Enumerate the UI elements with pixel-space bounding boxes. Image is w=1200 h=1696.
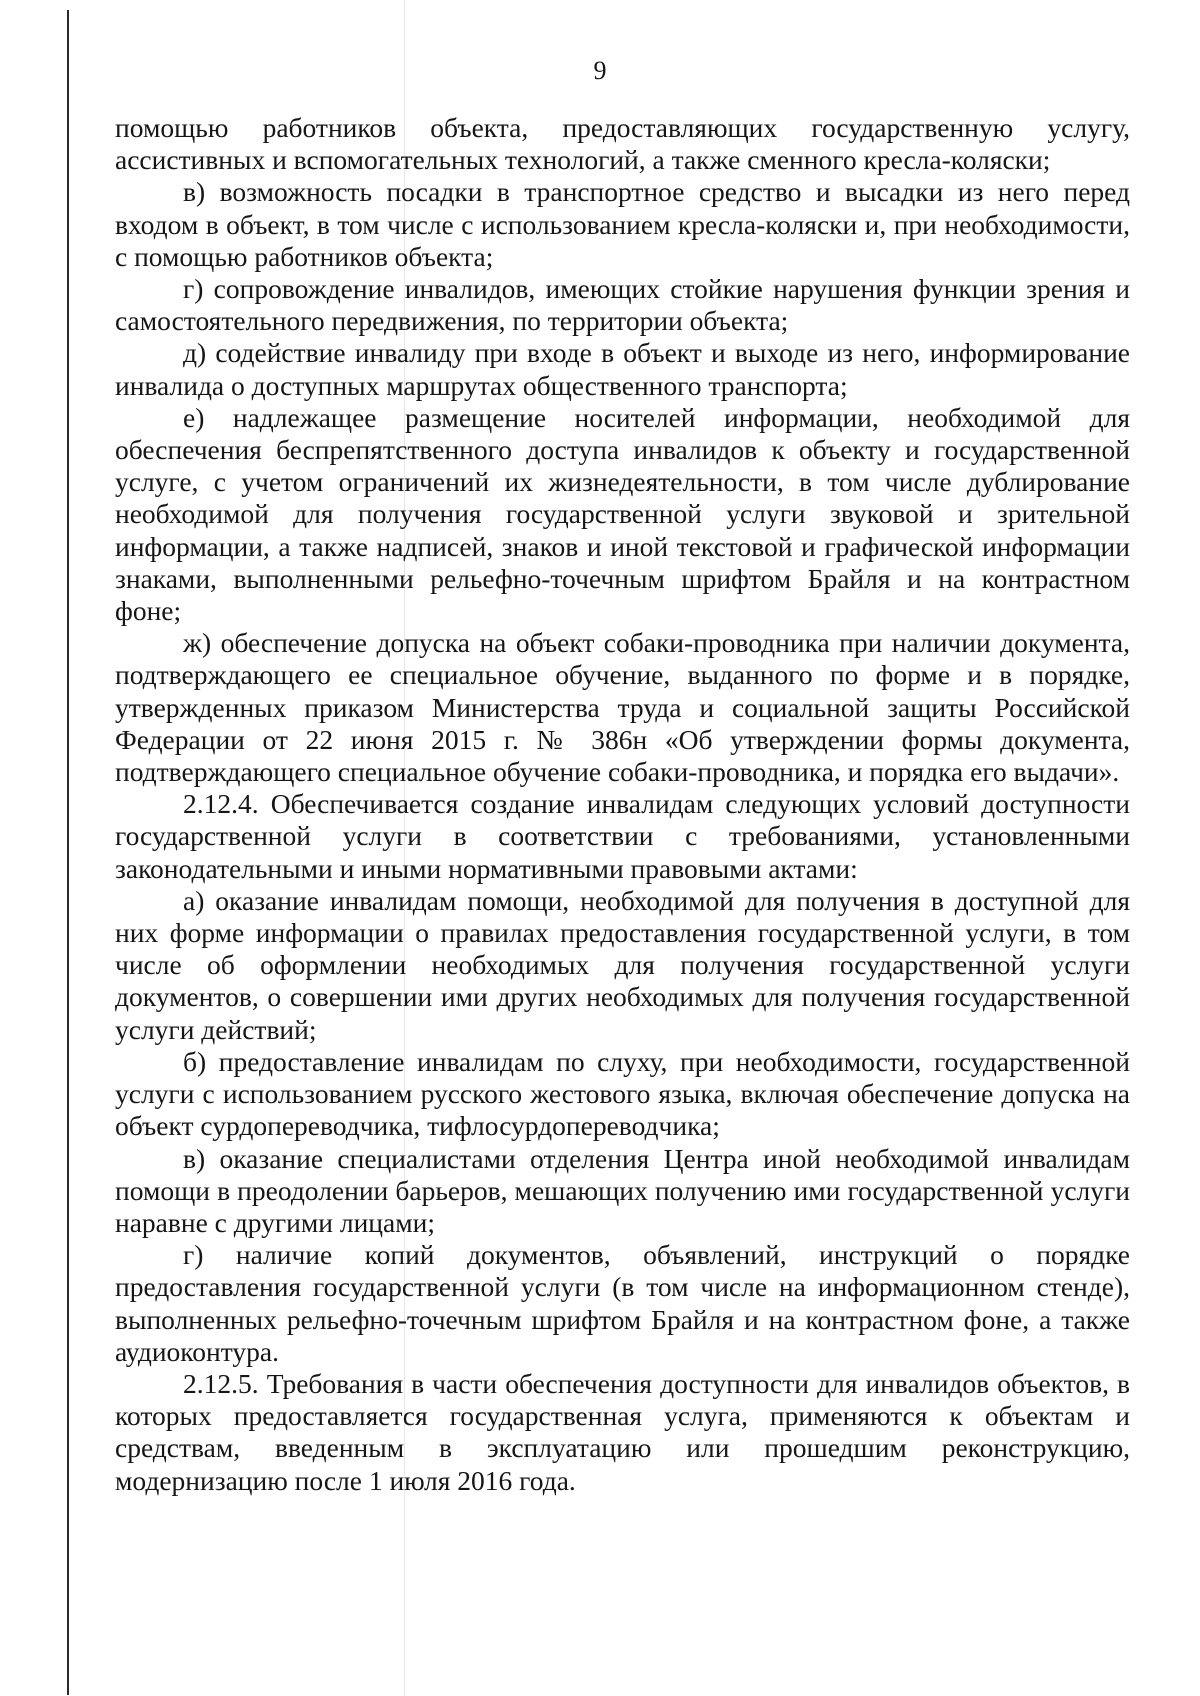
paragraph-item-a: а) оказание инвалидам помощи, необходимой для получения в доступной для них форме информации о правилах предоставления государственной услуги, в том числе об оформлении необходимых для получения государственной услуги документов, о совершении ими других необходимых для получения государственной услуги действий;	[115, 884, 1130, 1045]
paragraph-item-zh: ж) обеспечение допуска на объект собаки-проводника при наличии документа, подтверждающего ее специальное обучение, выданного по форме и в порядке, утвержденных приказом Министерства труда и социальной защиты Российской Федерации от 22 июня 2015 г. № 386н «Об утверждении формы документа, подтверждающего специальное обучение собаки-проводника, и порядка его выдачи».	[115, 627, 1130, 788]
paragraph-item-g: г) сопровождение инвалидов, имеющих стойкие нарушения функции зрения и самостоятельного передвижения, по территории объекта;	[115, 273, 1130, 337]
paragraph-continuation: помощью работников объекта, предоставляющих государственную услугу, ассистивных и вспомогательных технологий, а также сменного кресла-коляски;	[115, 112, 1130, 176]
scan-edge-line	[67, 10, 69, 1695]
paragraph-item-e: е) надлежащее размещение носителей информации, необходимой для обеспечения беспрепятственного доступа инвалидов к объекту и государственной услуге, с учетом ограничений их жизнедеятельности, в том числе дублирование необходимой для получения государственной услуги звуковой и зрительной информации, а также надписей, знаков и иной текстовой и графической информации знаками, выполненными рельефно-точечным шрифтом Брайля и на контрастном фоне;	[115, 401, 1130, 627]
section-2-12-5: 2.12.5. Требования в части обеспечения доступности для инвалидов объектов, в которых предоставляется государственная услуга, применяются к объектам и средствам, введенным в эксплуатацию или прошедшим реконструкцию, модернизацию после 1 июля 2016 года.	[115, 1367, 1130, 1496]
paragraph-item-g-2: г) наличие копий документов, объявлений, инструкций о порядке предоставления государственной услуги (в том числе на информационном стенде), выполненных рельефно-точечным шрифтом Брайля и на контрастном фоне, а также аудиоконтура.	[115, 1239, 1130, 1367]
document-body	[115, 112, 1130, 1497]
section-2-12-4: 2.12.4. Обеспечивается создание инвалидам следующих условий доступности государственной услуги в соответствии с требованиями, установленными законодательными и иными нормативными правовыми актами:	[115, 788, 1130, 884]
paragraph-item-d: д) содействие инвалиду при входе в объект и выходе из него, информирование инвалида о доступных маршрутах общественного транспорта;	[115, 337, 1130, 401]
paragraph-item-v-2: в) оказание специалистами отделения Центра иной необходимой инвалидам помощи в преодолении барьеров, мешающих получению ими государственной услуги наравне с другими лицами;	[115, 1142, 1130, 1238]
paragraph-item-b: б) предоставление инвалидам по слуху, при необходимости, государственной услуги с использованием русского жестового языка, включая обеспечение допуска на объект сурдопереводчика, тифлосурдопереводчика;	[115, 1045, 1130, 1142]
page-number: 9	[593, 56, 607, 85]
paragraph-item-v: в) возможность посадки в транспортное средство и высадки из него перед входом в объект, в том числе с использованием кресла-коляски и, при необходимости, с помощью работников объекта;	[115, 176, 1130, 272]
